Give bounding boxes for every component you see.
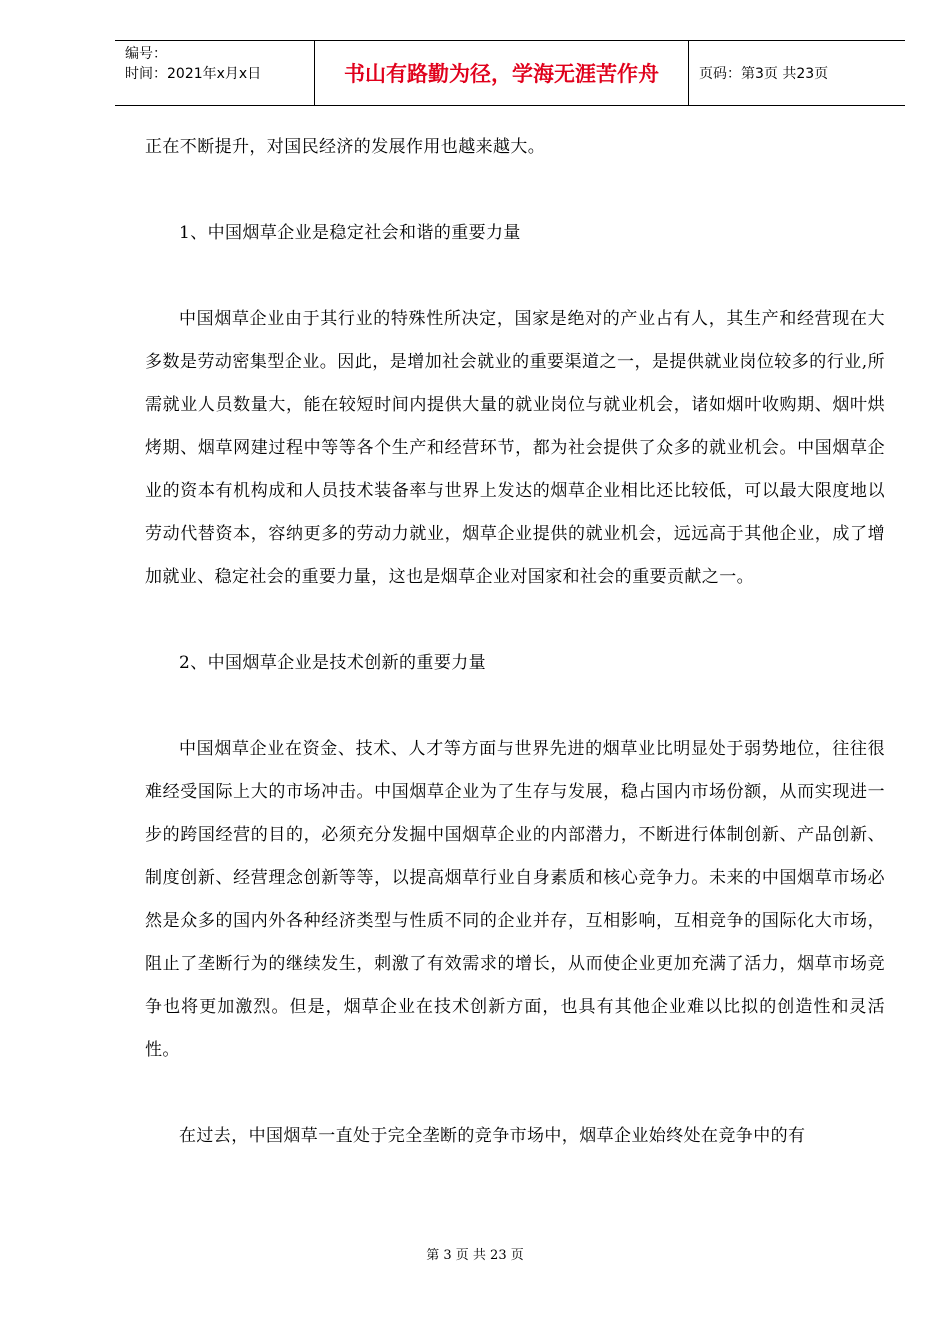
document-number-label: 编号： xyxy=(125,46,167,62)
document-date: 时间：2021年x月x日 xyxy=(125,66,262,82)
document-body xyxy=(145,126,885,1158)
header-page-info: 页码：第3页 共23页 xyxy=(699,66,829,82)
section-heading-1: 1、中国烟草企业是稳定社会和谐的重要力量 xyxy=(179,223,521,243)
paragraph-continuation: 正在不断提升，对国民经济的发展作用也越来越大。 xyxy=(145,137,546,157)
paragraph-social-stability: 中国烟草企业由于其行业的特殊性所决定，国家是绝对的产业占有人，其生产和经营现在大多数是劳动密集型企业。因此，是增加社会就业的重要渠道之一，是提供就业岗位较多的行业,所需就业人员数量大，能在较短时间内提供大量的就业岗位与就业机会，诸如烟叶收购期、烟叶烘烤期、烟草网建过程中等等各个生产和经营环节，都为社会提供了众多的就业机会。中国烟草企业的资本有机构成和人员技术装备率与世界上发达的烟草企业相比还比较低，可以最大限度地以劳动代替资本，容纳更多的劳动力就业，烟草企业提供的就业机会，远远高于其他企业，成了增加就业、稳定社会的重要力量，这也是烟草企业对国家和社会的重要贡献之一。 xyxy=(145,309,885,587)
paragraph-technical-innovation: 中国烟草企业在资金、技术、人才等方面与世界先进的烟草业比明显处于弱势地位，往往很难经受国际上大的市场冲击。中国烟草企业为了生存与发展，稳占国内市场份额，从而实现进一步的跨国经营的目的，必须充分发掘中国烟草企业的内部潜力，不断进行体制创新、产品创新、制度创新、经营理念创新等等，以提高烟草行业自身素质和核心竞争力。未来的中国烟草市场必然是众多的国内外各种经济类型与性质不同的企业并存，互相影响，互相竞争的国际化大市场，阻止了垄断行为的继续发生，刺激了有效需求的增长，从而使企业更加充满了活力，烟草市场竞争也将更加激烈。但是，烟草企业在技术创新方面，也具有其他企业难以比拟的创造性和灵活性。 xyxy=(145,739,885,1060)
page-footer: 第 3 页 共 23 页 xyxy=(426,1248,524,1263)
header-motto: 书山有路勤为径，学海无涯苦作舟 xyxy=(344,62,659,86)
section-heading-2: 2、中国烟草企业是技术创新的重要力量 xyxy=(179,653,487,673)
page-header xyxy=(115,40,905,106)
paragraph-past-monopoly: 在过去，中国烟草一直处于完全垄断的竞争市场中，烟草企业始终处在竞争中的有 xyxy=(179,1126,806,1146)
header-motto-cell xyxy=(315,41,689,105)
header-meta xyxy=(115,41,315,105)
